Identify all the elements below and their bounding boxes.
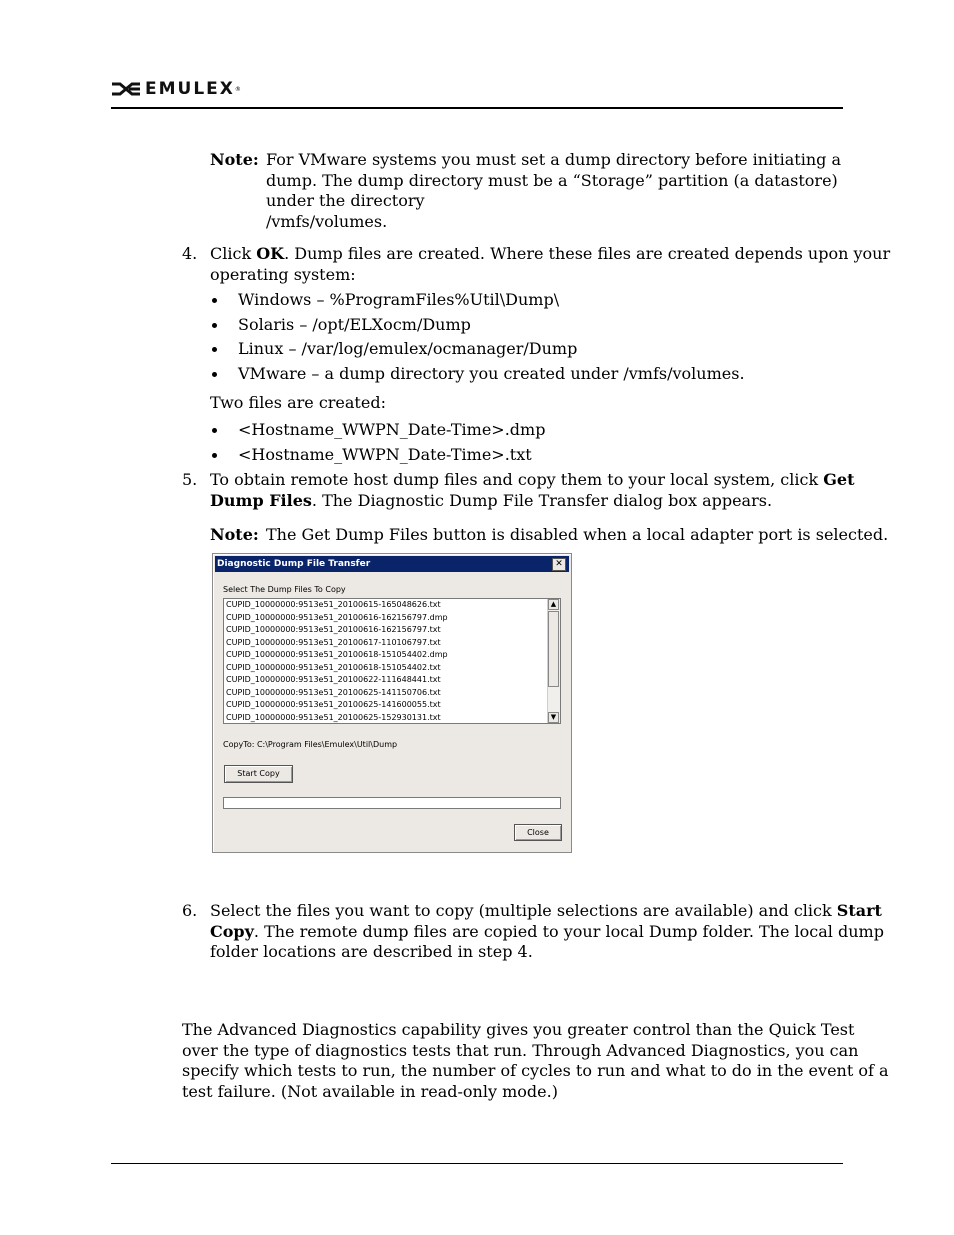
paragraph-line: over the type of diagnostics tests that run. Through Advanced Diagnostics, you can	[182, 1040, 859, 1060]
header-rule	[111, 107, 843, 109]
step-number: 5.	[182, 470, 198, 489]
step6-line2: Copy. The remote dump files are copied to your local Dump folder. The local dump	[210, 921, 884, 941]
footer-rule	[111, 1163, 843, 1164]
step6-line1: Select the files you want to copy (multiple selections are available) and click Start	[210, 901, 882, 920]
note-text: The Get Dump Files button is disabled when a local adapter port is selected.	[266, 525, 889, 544]
scroll-up-arrow-icon[interactable]: ▲	[548, 599, 559, 610]
bullet-icon	[212, 298, 217, 303]
step5-line1: To obtain remote host dump files and copy them to your local system, click Get	[210, 470, 855, 489]
step4-post: . Dump files are created. Where these files are created depends upon your	[284, 244, 891, 263]
note-label: Note:	[210, 150, 259, 169]
step6-line3: folder locations are described in step 4.	[210, 942, 533, 961]
scroll-thumb[interactable]	[548, 611, 559, 687]
step4-line2: operating system:	[210, 265, 356, 284]
bullet-icon	[212, 372, 217, 377]
dialog-title-bar	[215, 556, 569, 572]
start-copy-button[interactable]: Start Copy	[224, 765, 293, 783]
step5-line2: Dump Files. The Diagnostic Dump File Transfer dialog box appears.	[210, 491, 773, 510]
list-item[interactable]: CUPID_10000000:9513e51_20100625-152930131.txt	[226, 712, 441, 722]
note-line: under the directory	[266, 191, 425, 210]
bullet-icon	[212, 347, 217, 352]
trademark-symbol: ®	[234, 85, 241, 93]
select-files-label: Select The Dump Files To Copy	[223, 585, 346, 594]
dialog-title: Diagnostic Dump File Transfer	[217, 559, 371, 569]
list-item[interactable]: CUPID_10000000:9513e51_20100625-141150706.txt	[226, 687, 441, 697]
brand-name: EMULEX	[145, 79, 235, 99]
scroll-down-arrow-icon[interactable]: ▼	[548, 712, 559, 723]
note-line: /vmfs/volumes.	[266, 211, 388, 231]
step4-ok: OK	[256, 244, 285, 263]
paragraph-line: test failure. (Not available in read-only mode.)	[182, 1081, 558, 1101]
emulex-logo	[111, 80, 241, 98]
list-item[interactable]: CUPID_10000000:9513e51_20100616-162156797.dmp	[226, 612, 448, 622]
list-item[interactable]: CUPID_10000000:9513e51_20100622-111648441.txt	[226, 675, 441, 684]
paragraph-line: The Advanced Diagnostics capability gives you greater control than the Quick Test	[182, 1020, 855, 1039]
step-number: 6.	[182, 901, 198, 920]
dump-files-listbox[interactable]	[223, 598, 561, 724]
list-item[interactable]: CUPID_10000000:9513e51_20100615-165048626.txt	[226, 600, 441, 609]
close-icon[interactable]: ✕	[552, 558, 566, 571]
copy-to-path: CopyTo: C:\Program Files\Emulex\Util\Dump	[223, 740, 398, 749]
note-line: dump. The dump directory must be a “Storage” partition (a datastore)	[266, 170, 838, 190]
dump-transfer-dialog	[212, 553, 572, 853]
step4-pre: Click	[210, 244, 257, 263]
list-item[interactable]: CUPID_10000000:9513e51_20100616-162156797.txt	[226, 625, 441, 634]
step-number: 4.	[182, 244, 198, 263]
list-item[interactable]: CUPID_10000000:9513e51_20100618-151054402.txt	[226, 662, 441, 672]
list-item[interactable]: CUPID_10000000:9513e51_20100618-151054402.dmp	[226, 650, 448, 659]
bullet-icon	[212, 428, 217, 433]
paragraph-line: specify which tests to run, the number of cycles to run and what to do in the event of a	[182, 1061, 889, 1080]
bullet-icon	[212, 323, 217, 328]
emulex-logo-icon	[111, 81, 141, 97]
two-files-text: Two files are created:	[210, 393, 386, 412]
copy-progress-bar	[223, 797, 561, 809]
list-item[interactable]: CUPID_10000000:9513e51_20100617-110106797.txt	[226, 637, 441, 647]
close-button[interactable]: Close	[514, 824, 562, 841]
list-item[interactable]: CUPID_10000000:9513e51_20100625-141600055.txt	[226, 700, 441, 709]
note-line: For VMware systems you must set a dump directory before initiating a	[266, 150, 842, 169]
step4-line1	[210, 244, 890, 265]
bullet-icon	[212, 453, 217, 458]
listbox-scrollbar[interactable]	[547, 599, 560, 723]
note-label: Note:	[210, 525, 259, 544]
